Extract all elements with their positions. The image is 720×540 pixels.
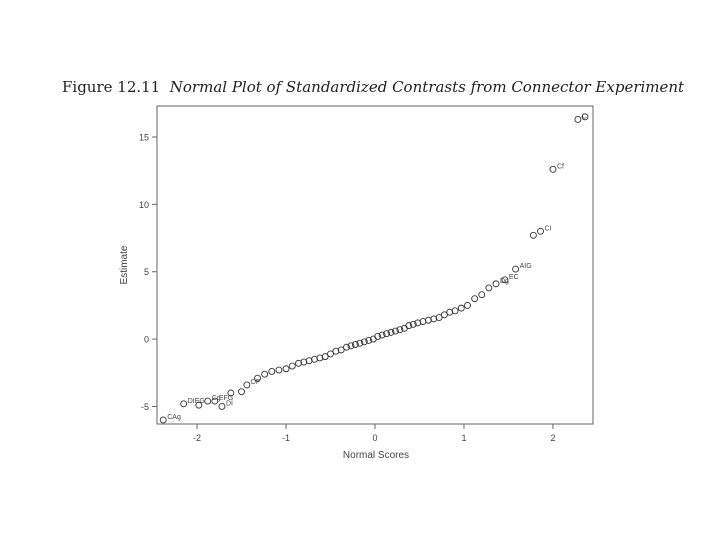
data-point: [219, 403, 225, 409]
data-point: [550, 166, 556, 172]
data-point: [289, 363, 295, 369]
point-label: C: [581, 113, 587, 121]
figure-number: Figure 12.11: [62, 78, 161, 96]
x-tick-label: -2: [193, 433, 202, 443]
data-point: [486, 285, 492, 291]
x-axis-label: Normal Scores: [342, 450, 410, 461]
data-point: [458, 305, 464, 311]
data-point: [452, 308, 458, 314]
x-tick-label: 2: [550, 433, 556, 443]
data-point: [493, 281, 499, 287]
y-tick-label: 0: [143, 334, 149, 345]
point-label: CI: [544, 225, 552, 233]
data-point: [283, 366, 289, 372]
data-point: [181, 401, 187, 407]
data-point: [538, 228, 544, 234]
data-point: [479, 292, 485, 298]
x-tick-label: 1: [461, 433, 467, 443]
point-label: AIG: [519, 263, 532, 271]
point-label: EC: [508, 273, 519, 281]
x-tick-label: -1: [282, 433, 291, 443]
data-point: [262, 371, 268, 377]
point-label: Cg: [211, 395, 221, 403]
point-label: Cf: [556, 163, 564, 171]
y-tick-label: 15: [138, 132, 149, 143]
data-point: [530, 232, 536, 238]
point-label: DI: [225, 400, 233, 408]
data-point: [239, 389, 245, 395]
data-point: [472, 296, 478, 302]
point-label: CAg: [167, 413, 181, 421]
data-point: [269, 368, 275, 374]
data-point: [205, 398, 211, 404]
y-axis-label: Estimate: [119, 245, 130, 285]
y-axis: [139, 132, 157, 411]
data-point: [160, 417, 166, 423]
point-label: DIEG: [187, 397, 205, 405]
point-label: Dg: [500, 277, 509, 285]
x-tick-label: 0: [372, 433, 378, 443]
data-point: [465, 302, 471, 308]
data-point: [276, 367, 282, 373]
data-point: [244, 382, 250, 388]
data-point: [575, 116, 581, 122]
data-point: [513, 266, 519, 272]
y-tick-label: -5: [140, 401, 149, 412]
point-label: EFG: [218, 395, 234, 403]
point-label: DF: [250, 378, 261, 386]
figure-caption: Normal Plot of Standardized Contrasts from Connector Experiment: [169, 78, 685, 96]
y-tick-label: 5: [143, 267, 149, 278]
point-labels: [167, 113, 587, 420]
x-axis: [193, 424, 555, 443]
y-tick-label: 10: [138, 199, 149, 210]
